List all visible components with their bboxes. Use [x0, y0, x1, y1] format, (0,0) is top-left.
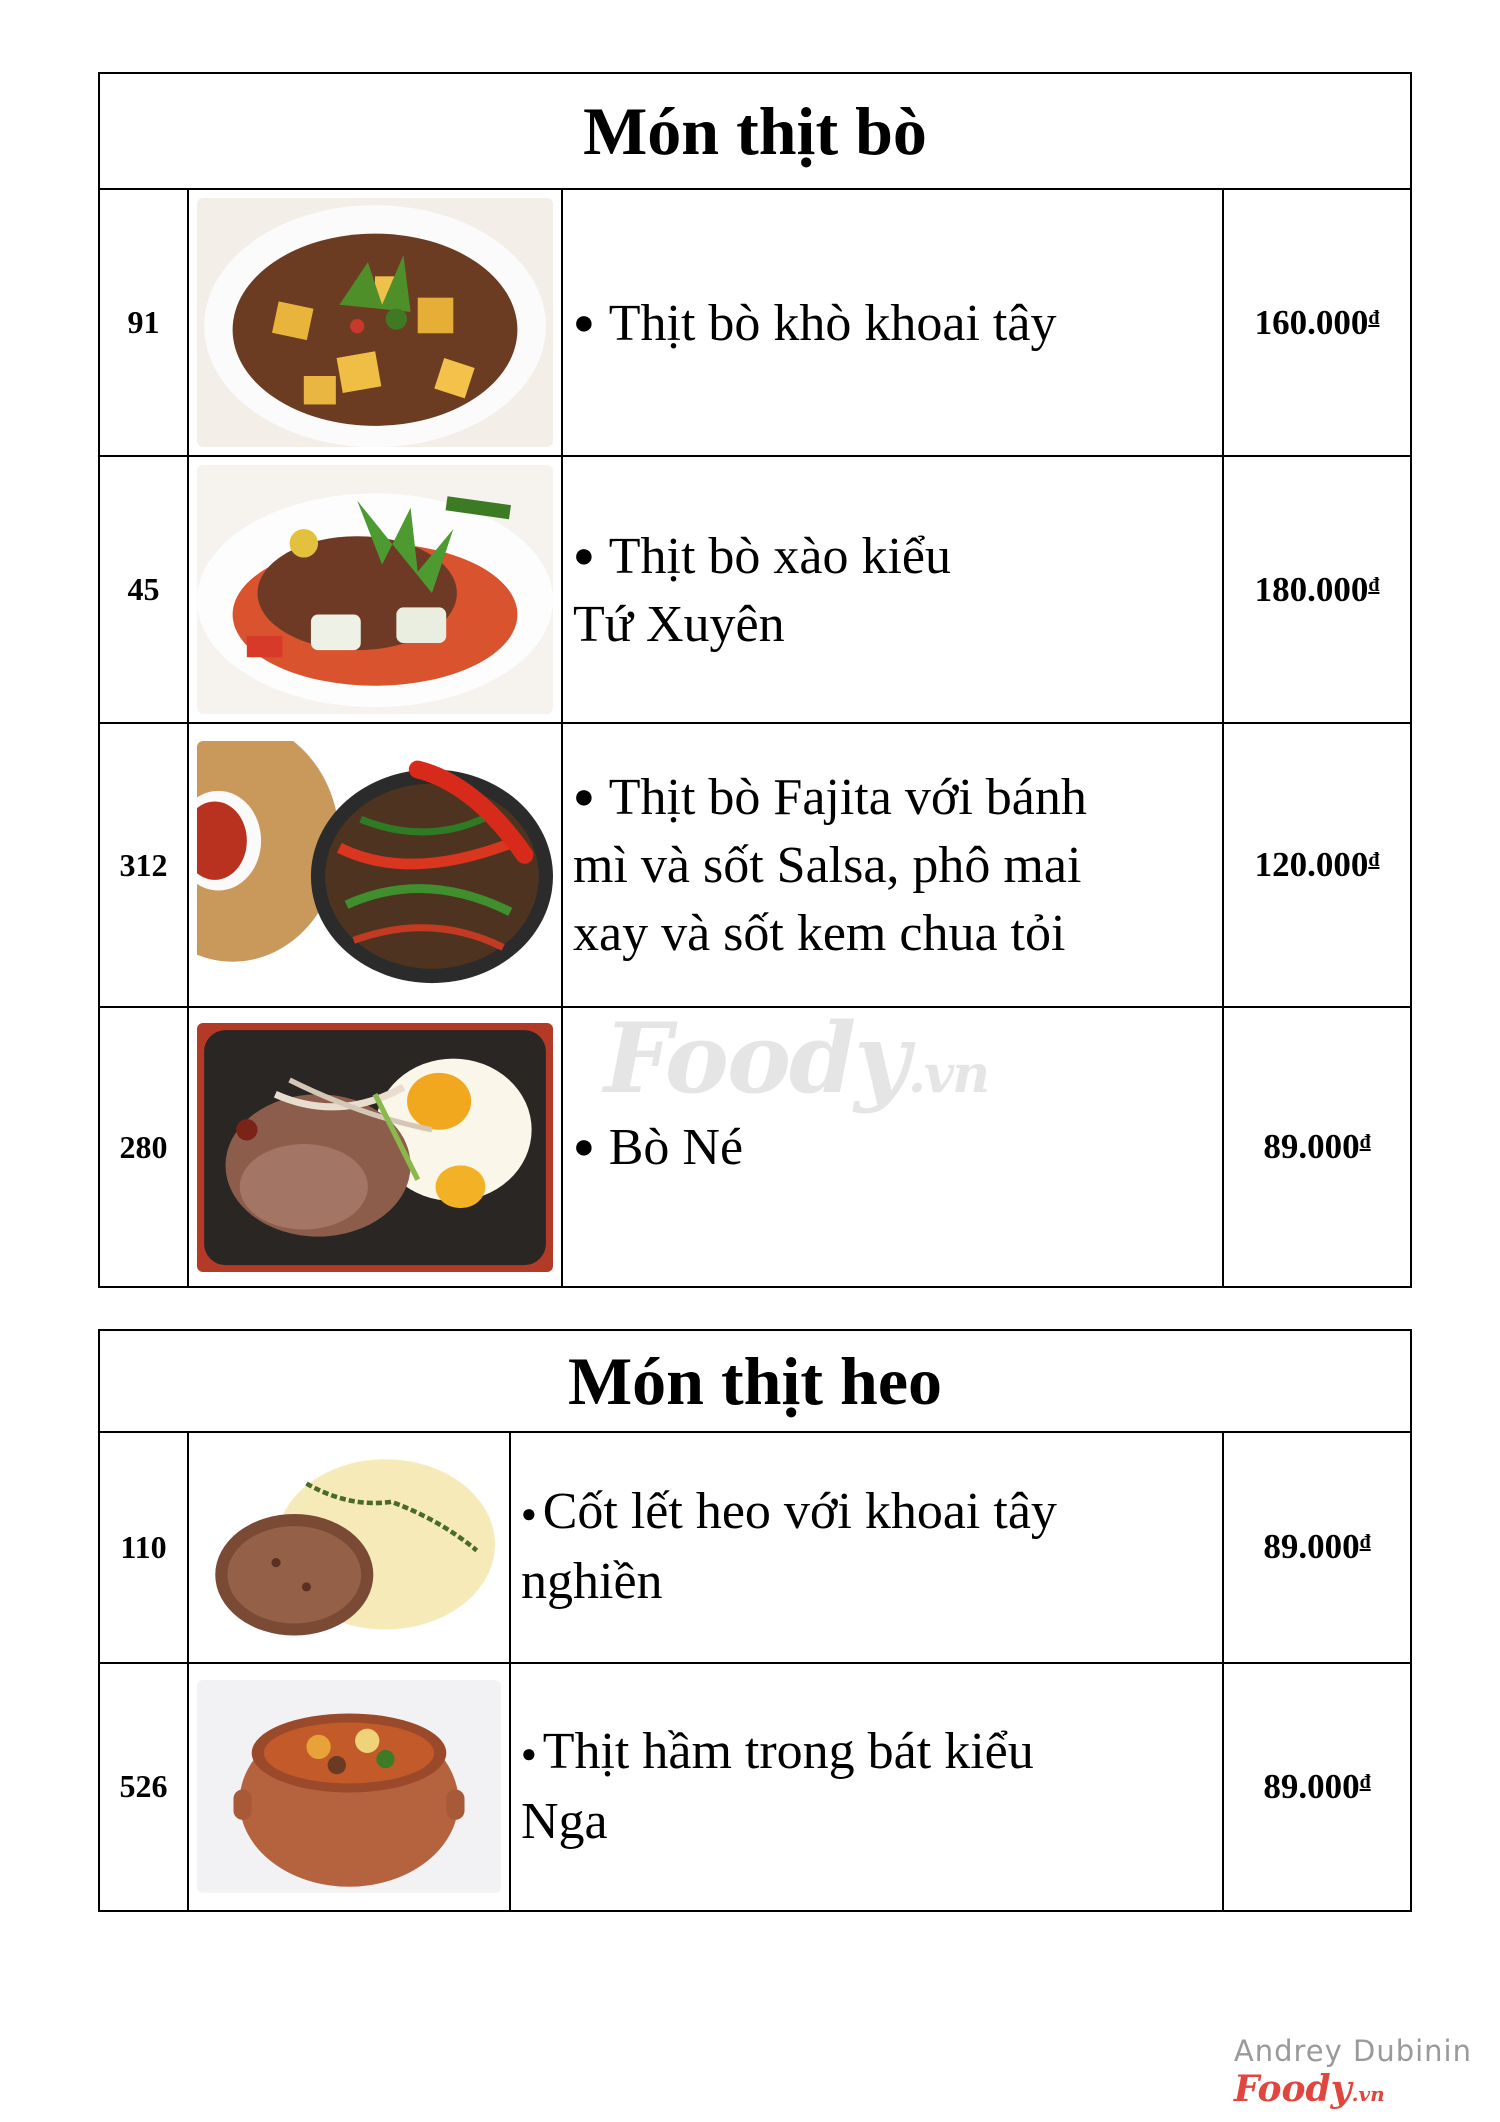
item-code: 280 — [99, 1007, 188, 1287]
credit-author: Andrey Dubinin — [1233, 2034, 1472, 2068]
bullet-icon: ● — [573, 301, 595, 342]
item-code: 110 — [99, 1432, 188, 1663]
bo-ne-sizzling-plate-photo — [197, 1023, 553, 1272]
item-name: ● Bò Né — [562, 1007, 1223, 1287]
pork-menu-table — [98, 1329, 1412, 1912]
photo-credit — [1234, 2034, 1472, 2110]
menu-row — [99, 1432, 1411, 1663]
foody-watermark: Foody.vn — [604, 1002, 988, 1115]
item-code: 45 — [99, 456, 188, 723]
item-name: ● Thịt bò xào kiểu Tứ Xuyên — [562, 456, 1223, 723]
item-price: $180.000^đ$ — [1223, 456, 1411, 723]
section-title-beef: Món thịt bò — [99, 73, 1411, 189]
bullet-icon: ● — [573, 1126, 595, 1167]
bullet-icon: ● — [573, 534, 595, 575]
menu-row — [99, 456, 1411, 723]
beef-fajita-skillet-photo — [197, 741, 553, 990]
bullet-icon: ● — [521, 1738, 537, 1768]
foody-logo: Foody.vn — [1233, 2068, 1385, 2110]
item-name: ● Thịt bò Fajita với bánh mì và sốt Salsa, phô mai xay và sốt kem chua tỏi — [562, 723, 1223, 1007]
item-price: $89.000^đ$ — [1223, 1007, 1411, 1287]
russian-pot-stew-photo — [197, 1680, 501, 1893]
pork-cutlet-mashed-potato-photo — [197, 1441, 501, 1654]
item-price: $89.000^đ$ — [1223, 1663, 1411, 1911]
menu-row — [99, 189, 1411, 456]
sichuan-beef-stirfry-photo — [197, 465, 553, 714]
menu-row — [99, 1663, 1411, 1911]
item-name: ● Cốt lết heo với khoai tây nghiền — [510, 1432, 1223, 1663]
beef-potato-stew-photo — [197, 198, 553, 447]
bullet-icon: ● — [521, 1499, 537, 1529]
item-price: $160.000^đ$ — [1223, 189, 1411, 456]
item-code: 312 — [99, 723, 188, 1007]
bullet-icon: ● — [573, 776, 595, 817]
item-name: ● Thịt bò khò khoai tây — [562, 189, 1223, 456]
item-price: $120.000^đ$ — [1223, 723, 1411, 1007]
item-name: ● Thịt hầm trong bát kiểu Nga — [510, 1663, 1223, 1911]
menu-row — [99, 723, 1411, 1007]
item-code: 526 — [99, 1663, 188, 1911]
item-code: 91 — [99, 189, 188, 456]
section-title-pork: Món thịt heo — [99, 1330, 1411, 1432]
item-price: $89.000^đ$ — [1223, 1432, 1411, 1663]
